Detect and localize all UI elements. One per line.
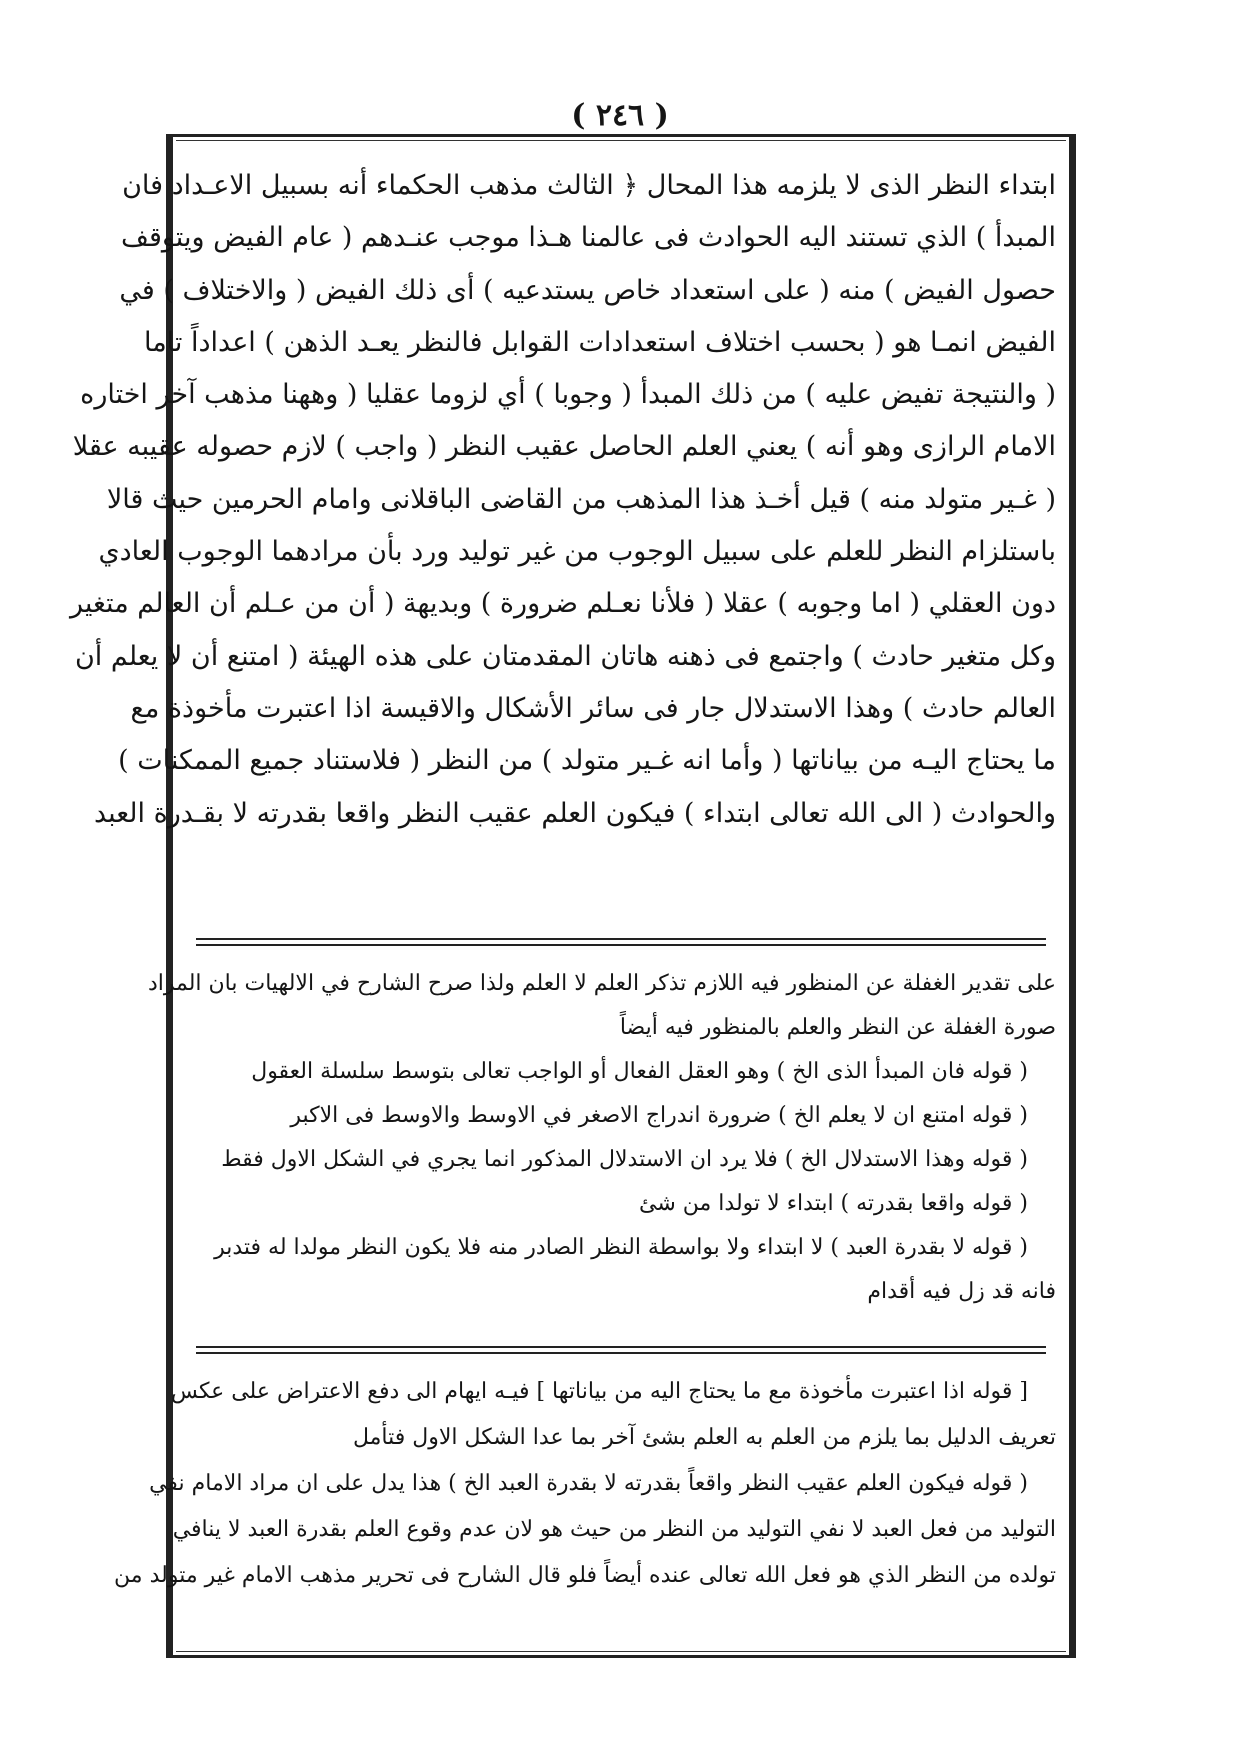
separator-rule [196,944,1046,946]
note-line: على تقدير الغفلة عن المنظور فيه اللازم تذكر العلم لا العلم ولذا صرح الشارح في الالهيات بان المراد [147,971,1056,996]
page-number: ( ٢٤٦ ) [571,98,669,133]
note-line: تعريف الدليل بما يلزم من العلم به العلم بشئ آخر بما عدا الشكل الاول فتأمل [352,1425,1056,1450]
note-line: ( قوله وهذا الاستدلال الخ ) فلا يرد ان الاستدلال المذكور انما يجري في الشكل الاول فقط [221,1147,1028,1172]
note-line: صورة الغفلة عن النظر والعلم بالمنظور فيه أيضاً [619,1015,1056,1040]
main-text-line: الفيض انمـا هو ( بحسب اختلاف استعدادات القوابل فالنظر يعـد الذهن ) اعداداً تاما [143,326,1056,358]
note-line: ( قوله امتنع ان لا يعلم الخ ) ضرورة اندراج الاصغر في الاوسط والاوسط فى الاكبر [290,1103,1028,1128]
note-line: ( قوله فيكون العلم عقيب النظر واقعاً بقدرته لا بقدرة العبد الخ ) هذا يدل على ان مراد الامام نفي [149,1471,1028,1496]
marginal-notes-second [114,1369,1056,1599]
main-text-line: باستلزام النظر للعلم على سبيل الوجوب من غير توليد ورد بأن مرادهما الوجوب العادي [98,536,1056,568]
separator-rule [196,1352,1046,1354]
note-line: فانه قد زل فيه أقدام [867,1279,1056,1304]
main-text-line: والحوادث ( الى الله تعالى ابتداء ) فيكون العلم عقيب النظر واقعا بقدرته لا بقـدرة العبد [93,797,1056,829]
note-line: ( قوله لا بقدرة العبد ) لا ابتداء ولا بواسطة النظر الصادر منه فلا يكون النظر مولدا له فتدبر [214,1235,1028,1260]
main-text-line: الامام الرازى وهو أنه ) يعني العلم الحاصل عقيب النظر ( واجب ) لازم حصوله عقيبه عقلا [72,431,1056,463]
note-line: [ قوله اذا اعتبرت مأخوذة مع ما يحتاج اليه من بياناتها ] فيـه ايهام الى دفع الاعتراض على عكس [170,1379,1028,1404]
main-text-line: ( والنتيجة تفيض عليه ) من ذلك المبدأ ( وجوبا ) أي لزوما عقليا ( وههنا مذهب آخر اختاره [80,379,1056,411]
separator-rule [196,1346,1046,1348]
note-line: التوليد من فعل العبد لا نفي التوليد من النظر من حيث هو لان عدم وقوع العلم بقدرة العبد لا ينافي [172,1517,1056,1542]
main-text-line: وكل متغير حادث ) واجتمع فى ذهنه هاتان المقدمتان على هذه الهيئة ( امتنع أن لا يعلم أن [74,640,1056,672]
main-text-line: حصول الفيض ) منه ( على استعداد خاص يستدعيه ) أى ذلك الفيض ( والاختلاف ) في [119,274,1056,306]
main-text-line: ابتداء النظر الذى لا يلزمه هذا المحال ﴿ الثالث مذهب الحكماء أنه بسبيل الاعـداد فان [122,170,1056,201]
note-line: تولده من النظر الذي هو فعل الله تعالى عنده أيضاً فلو قال الشارح فى تحرير مذهب الامام غير متولد من [114,1563,1056,1588]
note-line: ( قوله فان المبدأ الذى الخ ) وهو العقل الفعال أو الواجب تعالى بتوسط سلسلة العقول [251,1059,1028,1084]
main-text-line: دون العقلي ( اما وجوبه ) عقلا ( فلأنا نعـلم ضرورة ) وبديهة ( أن من عـلم أن العالم متغير [69,588,1056,620]
main-text-line: المبدأ ) الذي تستند اليه الحوادث فى عالمنا هـذا موجب عنـدهم ( عام الفيض ويتوقف [121,222,1056,254]
separator-rule [196,938,1046,940]
main-text-line: ( غـير متولد منه ) قيل أخـذ هذا المذهب من القاضى الباقلانى وامام الحرمين حيث قالا [106,483,1056,515]
main-text-line: ما يحتاج اليـه من بياناتها ( وأما انه غـير متولد ) من النظر ( فلاستناد جميع الممكنات ) [118,745,1056,777]
marginal-notes-first [147,962,1056,1314]
main-text-line: العالم حادث ) وهذا الاستدلال جار فى سائر الأشكال والاقيسة اذا اعتبرت مأخوذة مع [130,692,1056,724]
main-text [69,160,1056,840]
note-line: ( قوله واقعا بقدرته ) ابتداء لا تولدا من شئ [639,1191,1028,1216]
